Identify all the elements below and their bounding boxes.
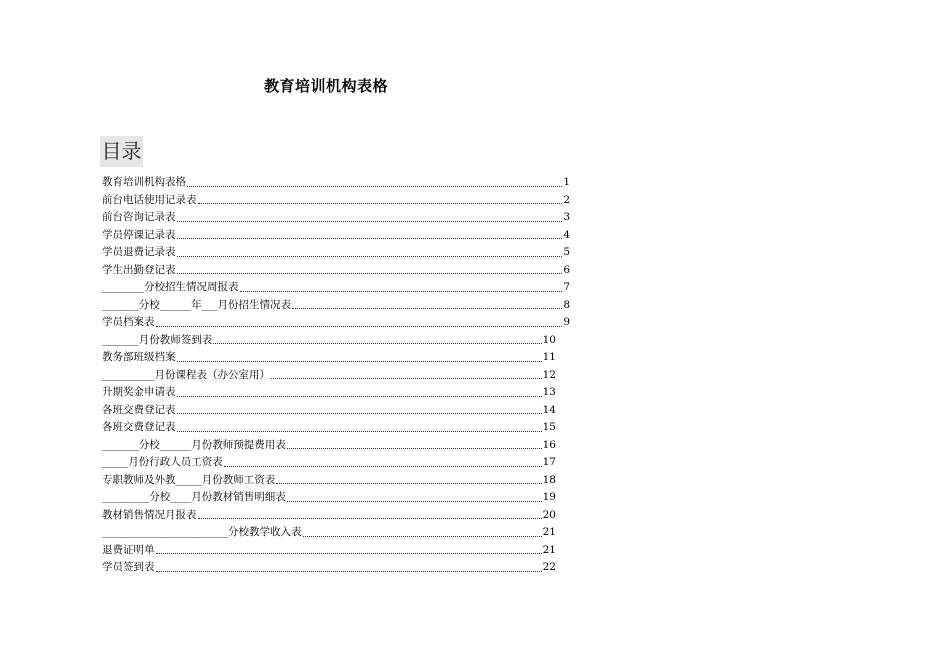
toc-leader-dots: [187, 185, 562, 187]
toc-leader-dots: [271, 377, 542, 379]
toc-entry-title: _______月份教师签到表: [102, 333, 213, 346]
toc-entry-title: 各班交费登记表: [102, 403, 176, 416]
toc-page-number: 2: [563, 193, 570, 206]
toc-entry[interactable]: [102, 174, 570, 192]
toc-page-number: 8: [563, 298, 570, 311]
toc-page-number: 7: [563, 281, 570, 293]
toc-entry-title: 教材销售情况月报表: [102, 508, 197, 521]
toc-page-number: 3: [563, 211, 570, 223]
toc-page-number: 21: [542, 526, 556, 538]
toc-leader-dots: [177, 430, 542, 432]
toc-entry-title: 学员签到表: [102, 561, 155, 573]
toc-page-number: 17: [542, 456, 556, 468]
toc-entry-title: ________分校招生情况周报表: [102, 281, 239, 293]
toc-page-number: 18: [542, 473, 556, 486]
toc-entry[interactable]: [102, 297, 570, 315]
toc-leader-dots: [224, 465, 542, 467]
toc-entry-title: 前台电话使用记录表: [102, 193, 197, 206]
toc-entry-title: 教育培训机构表格: [102, 176, 186, 188]
toc-entry[interactable]: [102, 524, 556, 542]
toc-leader-dots: [213, 342, 541, 344]
toc-leader-dots: [177, 412, 542, 414]
toc-entry[interactable]: [102, 559, 556, 577]
toc-heading: 目录: [100, 136, 143, 167]
table-of-contents: [102, 174, 572, 577]
toc-entry-title: 学员档案表: [102, 316, 155, 328]
toc-leader-dots: [177, 272, 563, 274]
toc-page-number: 12: [542, 368, 556, 381]
toc-page-number: 9: [563, 316, 570, 328]
toc-page-number: 20: [542, 508, 556, 521]
toc-leader-dots: [177, 237, 563, 239]
toc-leader-dots: [198, 517, 542, 519]
toc-leader-dots: [287, 447, 542, 449]
toc-page-number: 21: [542, 543, 556, 556]
toc-page-number: 11: [542, 351, 556, 363]
toc-leader-dots: [177, 395, 542, 397]
toc-entry-title: 升期奖金申请表: [102, 386, 176, 398]
toc-entry[interactable]: [102, 384, 556, 402]
toc-page-number: 6: [563, 263, 570, 276]
toc-entry-title: 退费证明单: [102, 543, 155, 556]
toc-leader-dots: [156, 570, 542, 572]
toc-entry[interactable]: [102, 437, 556, 455]
toc-entry-title: _______分校______月份教师预提费用表: [102, 438, 286, 451]
toc-entry[interactable]: [102, 262, 570, 280]
toc-page-number: 4: [563, 228, 570, 241]
toc-leader-dots: [276, 482, 541, 484]
toc-entry-title: 学员退费记录表: [102, 246, 176, 258]
toc-entry[interactable]: [102, 227, 570, 245]
toc-entry-title: 学员停课记录表: [102, 228, 176, 241]
toc-leader-dots: [303, 535, 542, 537]
toc-entry[interactable]: [102, 419, 556, 437]
toc-entry-title: ________________________分校教学收入表: [102, 526, 302, 538]
toc-entry[interactable]: [102, 472, 556, 490]
toc-page-number: 19: [542, 491, 556, 503]
toc-entry-title: _____月份行政人员工资表: [102, 456, 223, 468]
toc-entry-title: 专职教师及外教_____月份教师工资表: [102, 473, 276, 486]
toc-entry[interactable]: [102, 332, 556, 350]
toc-page-number: 5: [563, 246, 570, 258]
toc-leader-dots: [156, 552, 542, 554]
toc-page-number: 16: [542, 438, 556, 451]
toc-entry[interactable]: [102, 279, 570, 297]
toc-entry-title: _______分校______年___月份招生情况表: [102, 298, 291, 311]
toc-leader-dots: [156, 325, 563, 327]
toc-page-number: 14: [542, 403, 556, 416]
toc-page-number: 1: [563, 176, 570, 188]
document-title: 教育培训机构表格: [264, 77, 389, 95]
toc-entry[interactable]: [102, 454, 556, 472]
toc-leader-dots: [287, 500, 542, 502]
toc-page-number: 10: [542, 333, 556, 346]
toc-page-number: 22: [542, 561, 556, 573]
toc-entry[interactable]: [102, 542, 556, 560]
toc-leader-dots: [198, 202, 563, 204]
toc-entry[interactable]: [102, 192, 570, 210]
toc-entry[interactable]: [102, 367, 556, 385]
toc-entry-title: 教务部班级档案: [102, 351, 176, 363]
toc-leader-dots: [177, 255, 563, 257]
toc-entry[interactable]: [102, 244, 570, 262]
toc-entry-title: __________月份课程表（办公室用）: [102, 368, 270, 381]
toc-entry[interactable]: [102, 349, 556, 367]
toc-leader-dots: [177, 220, 563, 222]
toc-entry[interactable]: [102, 209, 570, 227]
toc-leader-dots: [177, 360, 542, 362]
toc-entry-title: 学生出勤登记表: [102, 263, 176, 276]
toc-leader-dots: [240, 290, 563, 292]
toc-leader-dots: [292, 307, 562, 309]
toc-entry[interactable]: [102, 489, 556, 507]
toc-entry-title: 前台咨询记录表: [102, 211, 176, 223]
toc-page-number: 15: [542, 421, 556, 433]
toc-entry-title: _________分校____月份教材销售明细表: [102, 491, 286, 503]
toc-entry[interactable]: [102, 507, 556, 525]
toc-entry-title: 各班交费登记表: [102, 421, 176, 433]
toc-entry[interactable]: [102, 314, 570, 332]
toc-entry[interactable]: [102, 402, 556, 420]
toc-page-number: 13: [542, 386, 556, 398]
